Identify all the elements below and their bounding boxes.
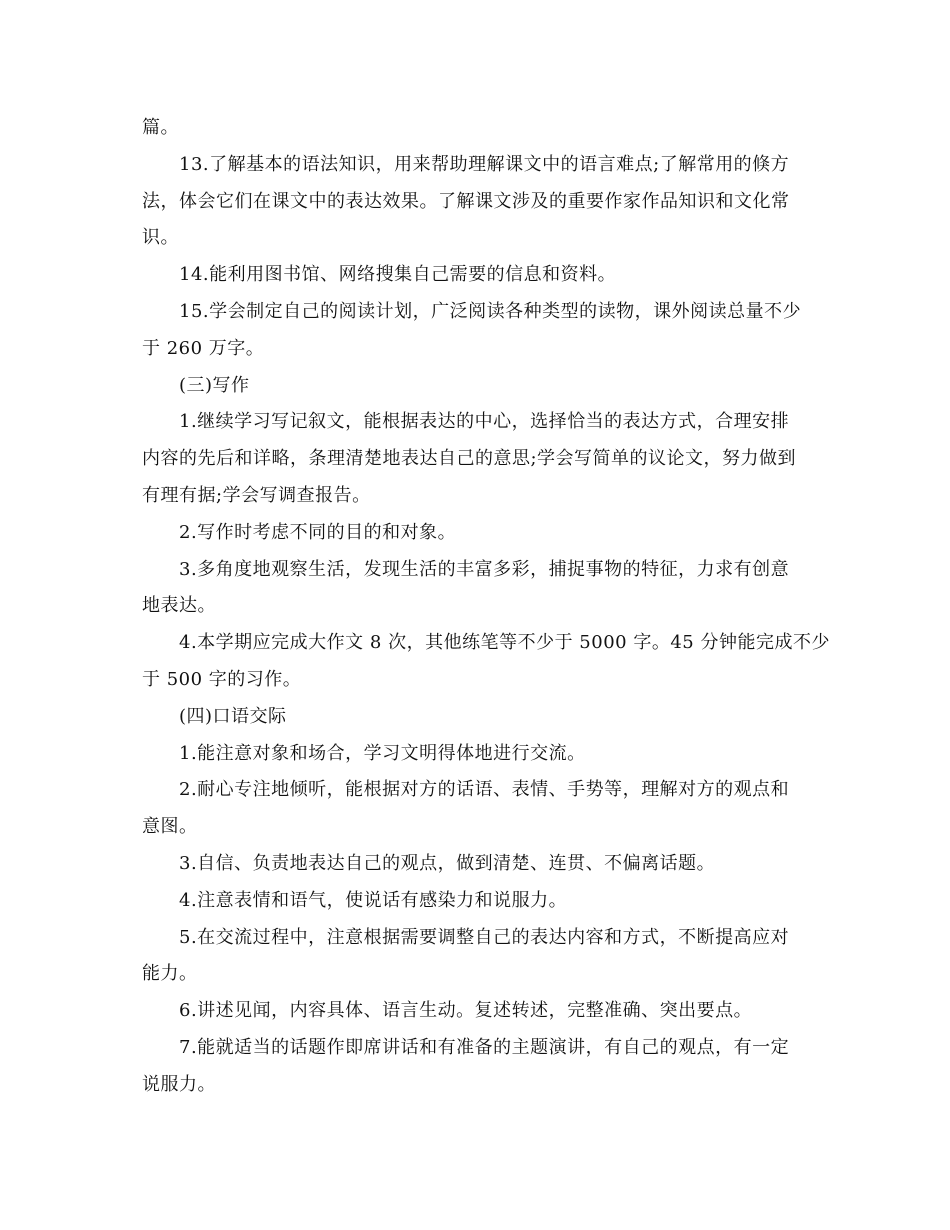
document-page (142, 110, 830, 1104)
text-line: 能力。 (142, 963, 198, 985)
text-line: 7.能就适当的话题作即席讲话和有准备的主题演讲，有自己的观点，有一定 (179, 1036, 790, 1058)
text-line: 14.能利用图书馆、网络搜集自己需要的信息和资料。 (179, 264, 617, 286)
text-line: 4.本学期应完成大作文 8 次，其他练笔等不少于 5000 字。45 分钟能完成不少 (179, 632, 830, 654)
text-line: 6.讲述见闻，内容具体、语言生动。复述转述，完整准确、突出要点。 (179, 1000, 753, 1022)
text-line: 1.继续学习写记叙文，能根据表达的中心，选择恰当的表达方式，合理安排 (179, 411, 790, 433)
text-line: 4.注意表情和语气，使说话有感染力和说服力。 (179, 889, 568, 911)
text-line: 识。 (142, 227, 179, 249)
text-line: 于 260 万字。 (142, 337, 265, 359)
text-line: 3.自信、负责地表达自己的观点，做到清楚、连贯、不偏离话题。 (179, 852, 716, 874)
text-line: 法，体会它们在课文中的表达效果。了解课文涉及的重要作家作品知识和文化常 (142, 190, 790, 212)
text-line: 意图。 (142, 816, 198, 838)
text-line: 1.能注意对象和场合，学习文明得体地进行交流。 (179, 742, 586, 764)
text-line: 13.了解基本的语法知识，用来帮助理解课文中的语言难点;了解常用的倏方 (179, 153, 790, 175)
text-line: 篇。 (142, 117, 179, 138)
text-line: 内容的先后和详略，条理清楚地表达自己的意思;学会写简单的议论文，努力做到 (142, 448, 797, 470)
section-heading: (四)口语交际 (179, 705, 287, 727)
text-line: 2.耐心专注地倾听，能根据对方的话语、表情、手势等，理解对方的观点和 (179, 779, 790, 801)
text-line: 于 500 字的习作。 (142, 668, 302, 690)
text-line: 说服力。 (142, 1073, 216, 1095)
text-line: 2.写作时考虑不同的目的和对象。 (179, 521, 457, 543)
text-line: 有理有据;学会写调查报告。 (142, 484, 371, 506)
text-line: 15.学会制定自己的阅读计划，广泛阅读各种类型的读物，课外阅读总量不少 (179, 300, 802, 322)
text-line: 地表达。 (142, 595, 216, 617)
text-line: 5.在交流过程中，注意根据需要调整自己的表达内容和方式，不断提高应对 (179, 926, 790, 948)
text-line: 3.多角度地观察生活，发现生活的丰富多彩，捕捉事物的特征，力求有创意 (179, 558, 790, 580)
section-heading: (三)写作 (179, 374, 250, 396)
